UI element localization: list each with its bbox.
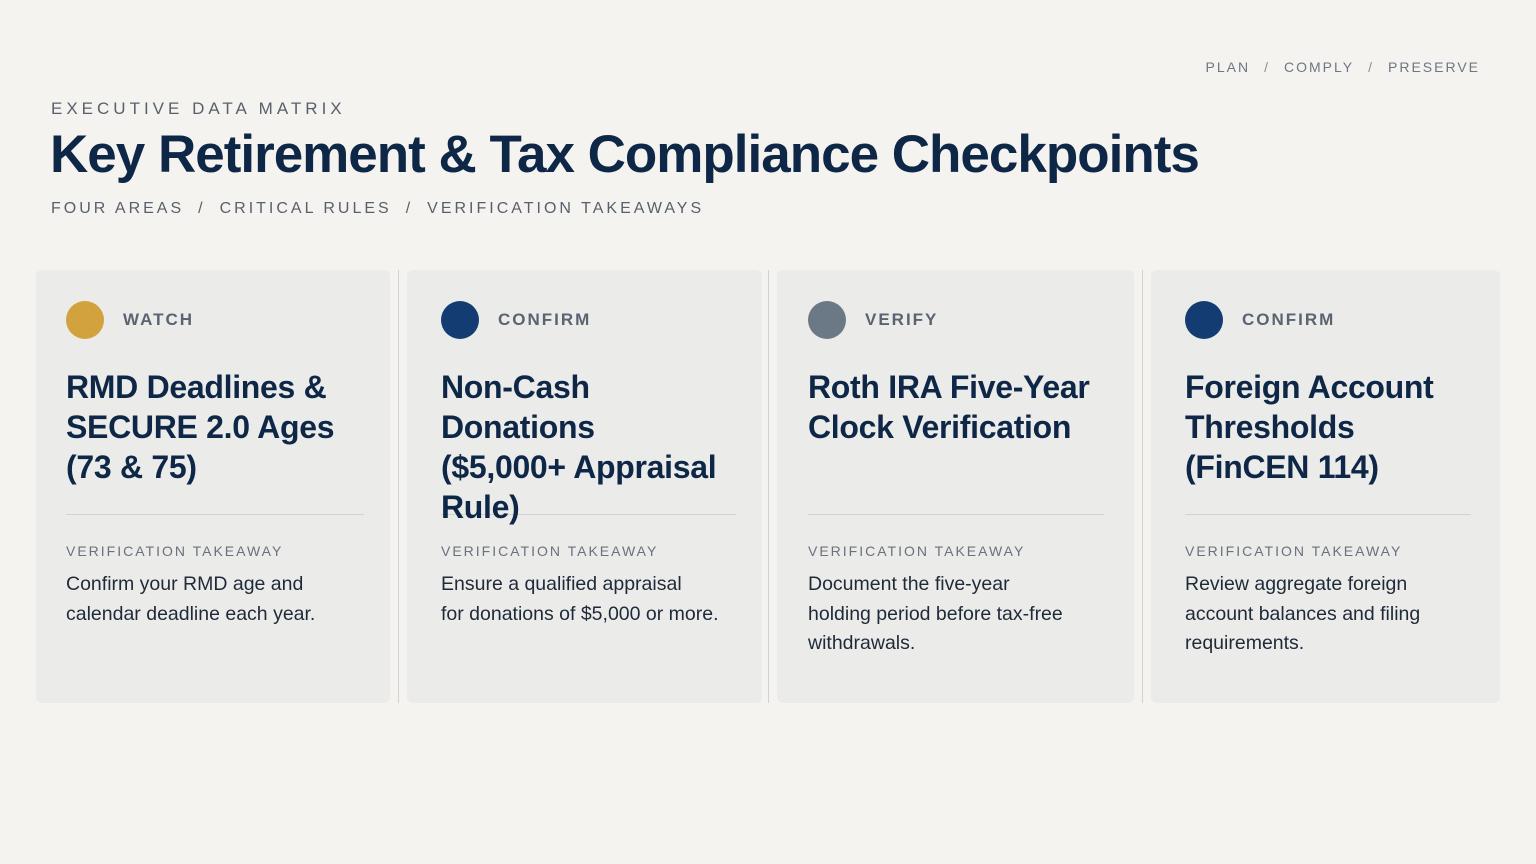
card-title-line: (73 & 75) (66, 449, 197, 485)
takeaway-line: Review aggregate foreign (1185, 573, 1408, 595)
subtitle-four-areas: FOUR AREAS (51, 200, 185, 217)
card-title-line: Non-Cash Donations (441, 369, 595, 445)
takeaway-line: holding period before tax-free (808, 602, 1063, 625)
card-non-cash-donations (407, 270, 762, 703)
takeaway-text (66, 570, 364, 629)
takeaway-text (441, 570, 736, 629)
top-nav-separator: / (1368, 59, 1374, 75)
page-title: Key Retirement & Tax Compliance Checkpoints (50, 125, 1199, 184)
takeaway-line: calendar deadline each year. (66, 602, 316, 625)
card-title (66, 367, 364, 487)
status-label: CONFIRM (498, 310, 592, 329)
card-title-line: Thresholds (1185, 409, 1355, 445)
takeaway-line: Confirm your RMD age and (66, 573, 304, 595)
status-dot (66, 301, 104, 339)
status-row (441, 301, 736, 339)
card-divider (66, 514, 364, 515)
subtitle-verification-takeaways: VERIFICATION TAKEAWAYS (427, 200, 705, 217)
takeaway-label: VERIFICATION TAKEAWAY (808, 543, 1026, 559)
card-roth-ira (777, 270, 1134, 703)
checkpoint-cards (36, 270, 1500, 703)
column-divider (768, 270, 769, 703)
status-row (1185, 301, 1471, 339)
subtitle-separator: / (198, 200, 206, 217)
subtitle-critical-rules: CRITICAL RULES (219, 200, 392, 217)
takeaway-label: VERIFICATION TAKEAWAY (441, 543, 659, 559)
status-dot (441, 301, 479, 339)
card-title-line: (FinCEN 114) (1185, 449, 1379, 485)
column-divider (398, 270, 399, 703)
card-divider (1185, 514, 1471, 515)
top-nav-comply: COMPLY (1284, 59, 1355, 75)
card-title-line: Clock Verification (808, 409, 1072, 445)
column-divider (1142, 270, 1143, 703)
status-row (66, 301, 364, 339)
takeaway-line: withdrawals. (808, 632, 916, 654)
takeaway-line: account balances and filing (1185, 602, 1421, 625)
takeaway-text (808, 570, 1104, 659)
status-label: VERIFY (865, 310, 939, 329)
card-title-line: Roth IRA Five-Year (808, 369, 1090, 405)
takeaway-line: Document the five-year (808, 573, 1010, 595)
card-title (808, 367, 1104, 487)
status-label: CONFIRM (1242, 310, 1336, 329)
takeaway-label: VERIFICATION TAKEAWAY (1185, 543, 1403, 559)
status-row (808, 301, 1104, 339)
status-dot (1185, 301, 1223, 339)
card-title-line: RMD Deadlines & (66, 369, 327, 405)
card-title (1185, 367, 1471, 487)
status-label: WATCH (123, 310, 195, 329)
subtitle (51, 200, 704, 218)
takeaway-text (1185, 570, 1471, 659)
card-rmd-deadlines (36, 270, 390, 703)
card-title-line: ($5,000+ Appraisal (441, 449, 717, 485)
card-divider (808, 514, 1104, 515)
takeaway-label: VERIFICATION TAKEAWAY (66, 543, 284, 559)
takeaway-line: for donations of $5,000 or more. (441, 602, 719, 625)
top-nav-preserve: PRESERVE (1388, 59, 1480, 75)
takeaway-line: requirements. (1185, 632, 1305, 654)
top-nav-plan: PLAN (1205, 59, 1251, 75)
card-title (441, 367, 736, 525)
status-dot (808, 301, 846, 339)
top-nav (1206, 59, 1480, 75)
top-nav-separator: / (1264, 59, 1271, 75)
card-title-line: SECURE 2.0 Ages (66, 409, 335, 445)
card-foreign-account (1151, 270, 1500, 703)
card-title-line: Rule) (441, 489, 520, 525)
takeaway-line: Ensure a qualified appraisal (441, 573, 682, 595)
subtitle-separator: / (405, 200, 414, 217)
eyebrow-label: EXECUTIVE DATA MATRIX (51, 99, 346, 118)
card-title-line: Foreign Account (1185, 369, 1434, 405)
